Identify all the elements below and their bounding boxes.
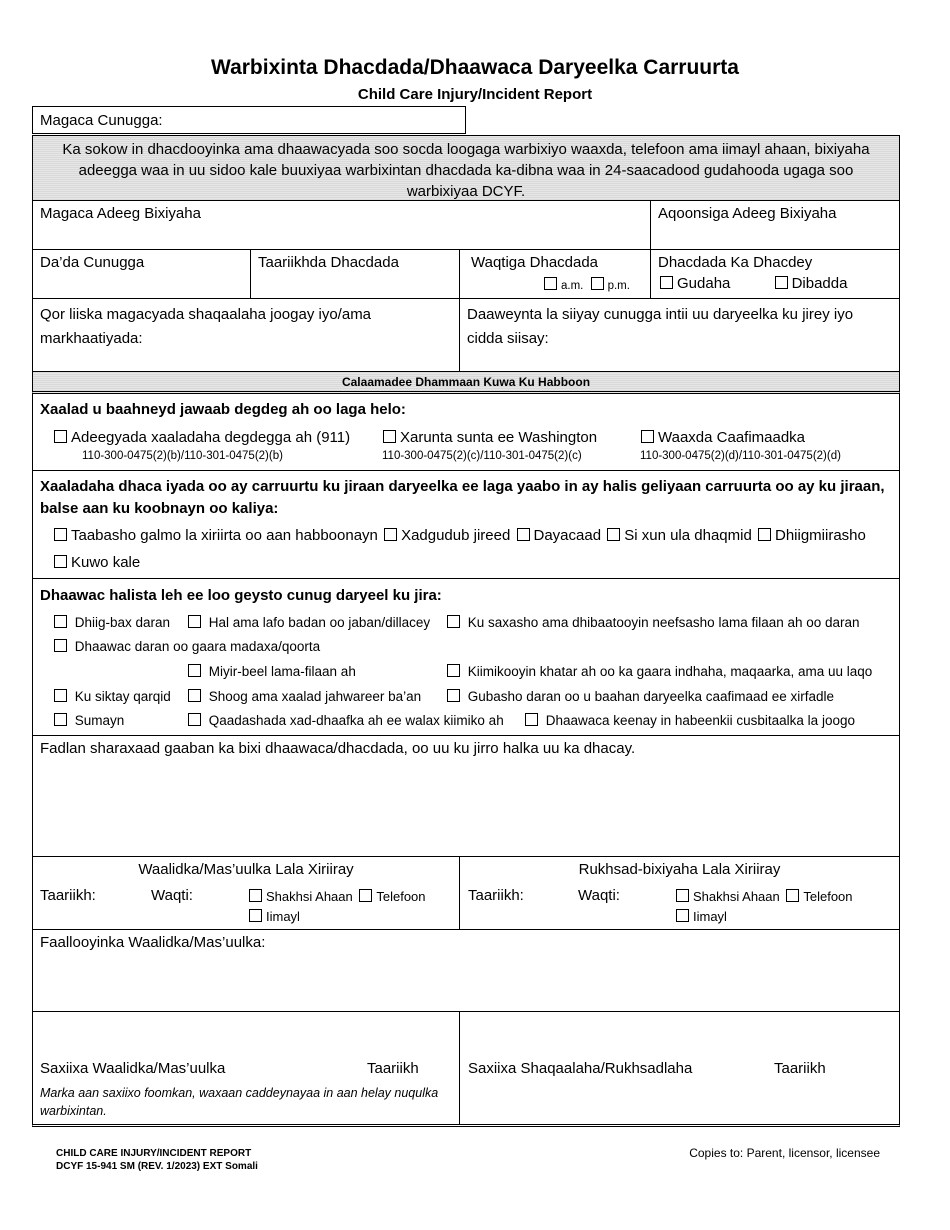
notice-text: Ka sokow in dhacdooyinka ama dhaawacyada soo socda loogaga warbixiyo waaxda, telefoon ama iimayl ahaan, bixiyaha adeegga waa in uu sidoo kale buuxiyaa warbixintan dhacdada ka-dibna waa in 24-saacadood gudahooda ugaga soo warbixiyaa DCYF.: [62, 141, 870, 200]
poisoning-checkbox[interactable]: [54, 713, 67, 726]
licensor-phone-label: Telefoon: [803, 889, 853, 904]
form-footer-id: [56, 1147, 258, 1173]
provider-row: [32, 201, 900, 250]
provider-id-label: Aqoonsiga Adeeg Bixiyaha: [658, 205, 837, 222]
bleeding-label: Dhiigmiirasho: [774, 527, 866, 544]
hospital-stay-checkbox[interactable]: [525, 713, 538, 726]
check-all-row: [32, 372, 900, 394]
parent-comments-label: Faallooyinka Waalidka/Mas’uulka:: [40, 934, 266, 951]
parent-in-person-label: Shakhsi Ahaan: [266, 889, 353, 904]
hazardous-chemicals-checkbox[interactable]: [447, 664, 460, 677]
health-department-code: 110-300-0475(2)(d)/110-301-0475(2)(d): [640, 450, 841, 462]
choking-label: Ku saxasho ama dhibaatooyin neefsasho lama filaan ah oo daran: [467, 615, 860, 630]
staff-signature-field[interactable]: [459, 1012, 899, 1124]
emergency-911-code: 110-300-0475(2)(b)/110-301-0475(2)(b): [82, 450, 283, 462]
treatment-field[interactable]: [459, 299, 899, 371]
neglect-label: Dayacaad: [533, 527, 602, 544]
incident-date-field[interactable]: [250, 250, 459, 298]
check-all-header: Calaamadee Dhammaan Kuwa Ku Habboon: [341, 375, 591, 389]
hospital-stay-label: Dhaawaca keenay in habeenkii cusbitaalka la joogo: [545, 713, 855, 728]
child-name-label: Magaca Cunugga:: [40, 112, 163, 129]
signature-note: Marka aan saxiixo foomkan, waxaan caddeynayaa in aan helay nuqulka warbixintan.: [40, 1086, 439, 1118]
parent-signature-label: Saxiixa Waalidka/Mas’uulka: [40, 1060, 226, 1077]
parent-phone-checkbox[interactable]: [359, 889, 372, 902]
inside-label: Gudaha: [677, 275, 731, 292]
injury-heading: Dhaawac halista leh ee loo geysto cunug daryeel ku jira:: [40, 587, 442, 604]
notice-row: [32, 135, 900, 201]
unconsciousness-label: Miyir-beel lama-filaan ah: [208, 664, 356, 679]
parent-comments-row: [32, 930, 900, 1012]
parent-contact-heading: Waalidka/Mas’uulka Lala Xiriiray: [138, 861, 354, 878]
child-name-field[interactable]: [32, 106, 466, 134]
shock-checkbox[interactable]: [188, 689, 201, 702]
parent-signature-field[interactable]: [33, 1012, 459, 1124]
provider-id-field[interactable]: [650, 201, 899, 249]
footer-form-number: DCYF 15-941 SM (REV. 1/2023) EXT Somali: [56, 1161, 258, 1172]
physical-abuse-checkbox[interactable]: [384, 528, 397, 541]
incident-report-form: [32, 106, 900, 1127]
incident-date-label: Taariikhda Dhacdada: [258, 254, 399, 271]
incident-details-row: [32, 250, 900, 299]
overdose-checkbox[interactable]: [188, 713, 201, 726]
licensor-email-label: Iimayl: [693, 909, 727, 924]
parent-comments-field[interactable]: [33, 930, 899, 1011]
parent-email-checkbox[interactable]: [249, 909, 262, 922]
form-title: Warbixinta Dhacdada/Dhaawaca Daryeelka Carruurta: [211, 56, 739, 79]
pm-label: p.m.: [607, 280, 630, 292]
broken-bones-checkbox[interactable]: [188, 615, 201, 628]
licensor-email-checkbox[interactable]: [676, 909, 689, 922]
footer-report-name: CHILD CARE INJURY/INCIDENT REPORT: [56, 1148, 252, 1159]
bleeding-checkbox[interactable]: [758, 528, 771, 541]
description-row: [32, 736, 900, 857]
hazardous-chemicals-label: Kiimikooyin khatar ah oo ka gaara indhaha, maqaarka, ama uu laqo: [467, 664, 873, 679]
incident-location-field: [650, 250, 899, 298]
shock-label: Shoog ama xaalad jahwareer ba’an: [208, 689, 422, 704]
am-checkbox[interactable]: [544, 277, 557, 290]
signature-row: [32, 1012, 900, 1127]
near-drowning-label: Ku siktay qarqid: [74, 689, 171, 704]
licensor-in-person-checkbox[interactable]: [676, 889, 689, 902]
child-age-label: Da’da Cunugga: [40, 254, 145, 271]
treatment-label: Daaweynta la siiyay cunugga intii uu daryeelka ku jirey iyo cidda siisay:: [467, 306, 854, 347]
near-drowning-checkbox[interactable]: [54, 689, 67, 702]
staff-signature-date-label: Taariikh: [774, 1060, 826, 1077]
neglect-checkbox[interactable]: [517, 528, 530, 541]
broken-bones-label: Hal ama lafo badan oo jaban/dillacey: [208, 615, 431, 630]
pm-checkbox[interactable]: [591, 277, 604, 290]
head-neck-injury-checkbox[interactable]: [54, 639, 67, 652]
maltreatment-label: Si xun ula dhaqmid: [624, 527, 752, 544]
severe-burns-checkbox[interactable]: [447, 689, 460, 702]
provider-name-label: Magaca Adeeg Bixiyaha: [40, 205, 201, 222]
overdose-label: Qaadashada xad-dhaafka ah ee walax kiimiko ah: [208, 713, 504, 728]
child-age-field[interactable]: [33, 250, 250, 298]
incident-section: [32, 471, 900, 579]
unconsciousness-checkbox[interactable]: [188, 664, 201, 677]
other-label: Kuwo kale: [71, 554, 141, 571]
health-department-checkbox[interactable]: [641, 430, 654, 443]
other-checkbox[interactable]: [54, 555, 67, 568]
description-label: Fadlan sharaxaad gaaban ka bixi dhaawaca/dhacdada, oo uu ku jirro halka uu ka dhacay.: [40, 740, 636, 757]
parent-contact-date-label: Taariikh:: [40, 887, 96, 904]
child-name-row: [32, 106, 900, 135]
am-label: a.m.: [561, 280, 584, 292]
outside-checkbox[interactable]: [775, 276, 788, 289]
emergency-heading: Xaalad u baahneyd jawaab degdeg ah oo laga helo:: [40, 401, 406, 418]
contact-row: [32, 857, 900, 930]
incident-time-label: Waqtiga Dhacdada: [471, 254, 599, 271]
staff-signature-label: Saxiixa Shaqaalaha/Rukhsadlaha: [468, 1060, 693, 1077]
staff-witness-field[interactable]: [33, 299, 459, 371]
parent-contact-time-label: Waqti:: [151, 887, 193, 904]
maltreatment-checkbox[interactable]: [607, 528, 620, 541]
footer-copies: Copies to: Parent, licensor, licensee: [689, 1146, 880, 1160]
choking-checkbox[interactable]: [447, 615, 460, 628]
description-field[interactable]: [33, 736, 899, 856]
staff-treatment-row: [32, 299, 900, 372]
inside-checkbox[interactable]: [660, 276, 673, 289]
severe-burns-label: Gubasho daran oo u baahan daryeelka caafimaad ee xirfadle: [467, 689, 835, 704]
severe-bleeding-checkbox[interactable]: [54, 615, 67, 628]
emergency-911-checkbox[interactable]: [54, 430, 67, 443]
licensor-contact-date-label: Taariikh:: [468, 887, 524, 904]
injury-section: [32, 579, 900, 736]
incident-heading: Xaaladaha dhaca iyada oo ay carruurtu ku jiraan daryeelka ee laga yaabo in ay halis geliyaan carruurta oo ay ku jiraan, balse aan ku koobnayn oo kaliya:: [40, 478, 885, 517]
parent-contact-field: [33, 857, 459, 929]
parent-phone-label: Telefoon: [376, 889, 426, 904]
poison-center-code: 110-300-0475(2)(c)/110-301-0475(2)(c): [382, 450, 582, 462]
licensor-contact-field: [459, 857, 899, 929]
inappropriate-touch-checkbox[interactable]: [54, 528, 67, 541]
poison-center-label: Xarunta sunta ee Washington: [400, 429, 598, 446]
parent-email-label: Iimayl: [266, 909, 300, 924]
parent-in-person-checkbox[interactable]: [249, 889, 262, 902]
incident-location-label: Dhacdada Ka Dhacdey: [658, 254, 813, 271]
emergency-section: [32, 394, 900, 471]
inappropriate-touch-label: Taabasho galmo la xiriirta oo aan habboonayn: [71, 527, 378, 544]
health-department-label: Waaxda Caafimaadka: [658, 429, 806, 446]
licensor-in-person-label: Shakhsi Ahaan: [693, 889, 780, 904]
staff-witness-label: Qor liiska magacyada shaqaalaha joogay iyo/ama markhaatiyada:: [40, 306, 372, 347]
provider-name-field[interactable]: [33, 201, 650, 249]
severe-bleeding-label: Dhiig-bax daran: [74, 615, 171, 630]
licensor-contact-heading: Rukhsad-bixiyaha Lala Xiriiray: [578, 861, 781, 878]
head-neck-injury-label: Dhaawac daran oo gaara madaxa/qoorta: [74, 639, 321, 654]
parent-signature-date-label: Taariikh: [367, 1060, 419, 1077]
incident-time-field[interactable]: [459, 250, 650, 298]
physical-abuse-label: Xadgudub jireed: [401, 527, 511, 544]
outside-label: Dibadda: [791, 275, 848, 292]
form-subtitle: Child Care Injury/Incident Report: [357, 86, 593, 103]
poisoning-label: Sumayn: [74, 713, 125, 728]
emergency-911-label: Adeegyada xaaladaha degdegga ah (911): [71, 429, 351, 446]
licensor-phone-checkbox[interactable]: [786, 889, 799, 902]
licensor-contact-time-label: Waqti:: [578, 887, 620, 904]
poison-center-checkbox[interactable]: [383, 430, 396, 443]
